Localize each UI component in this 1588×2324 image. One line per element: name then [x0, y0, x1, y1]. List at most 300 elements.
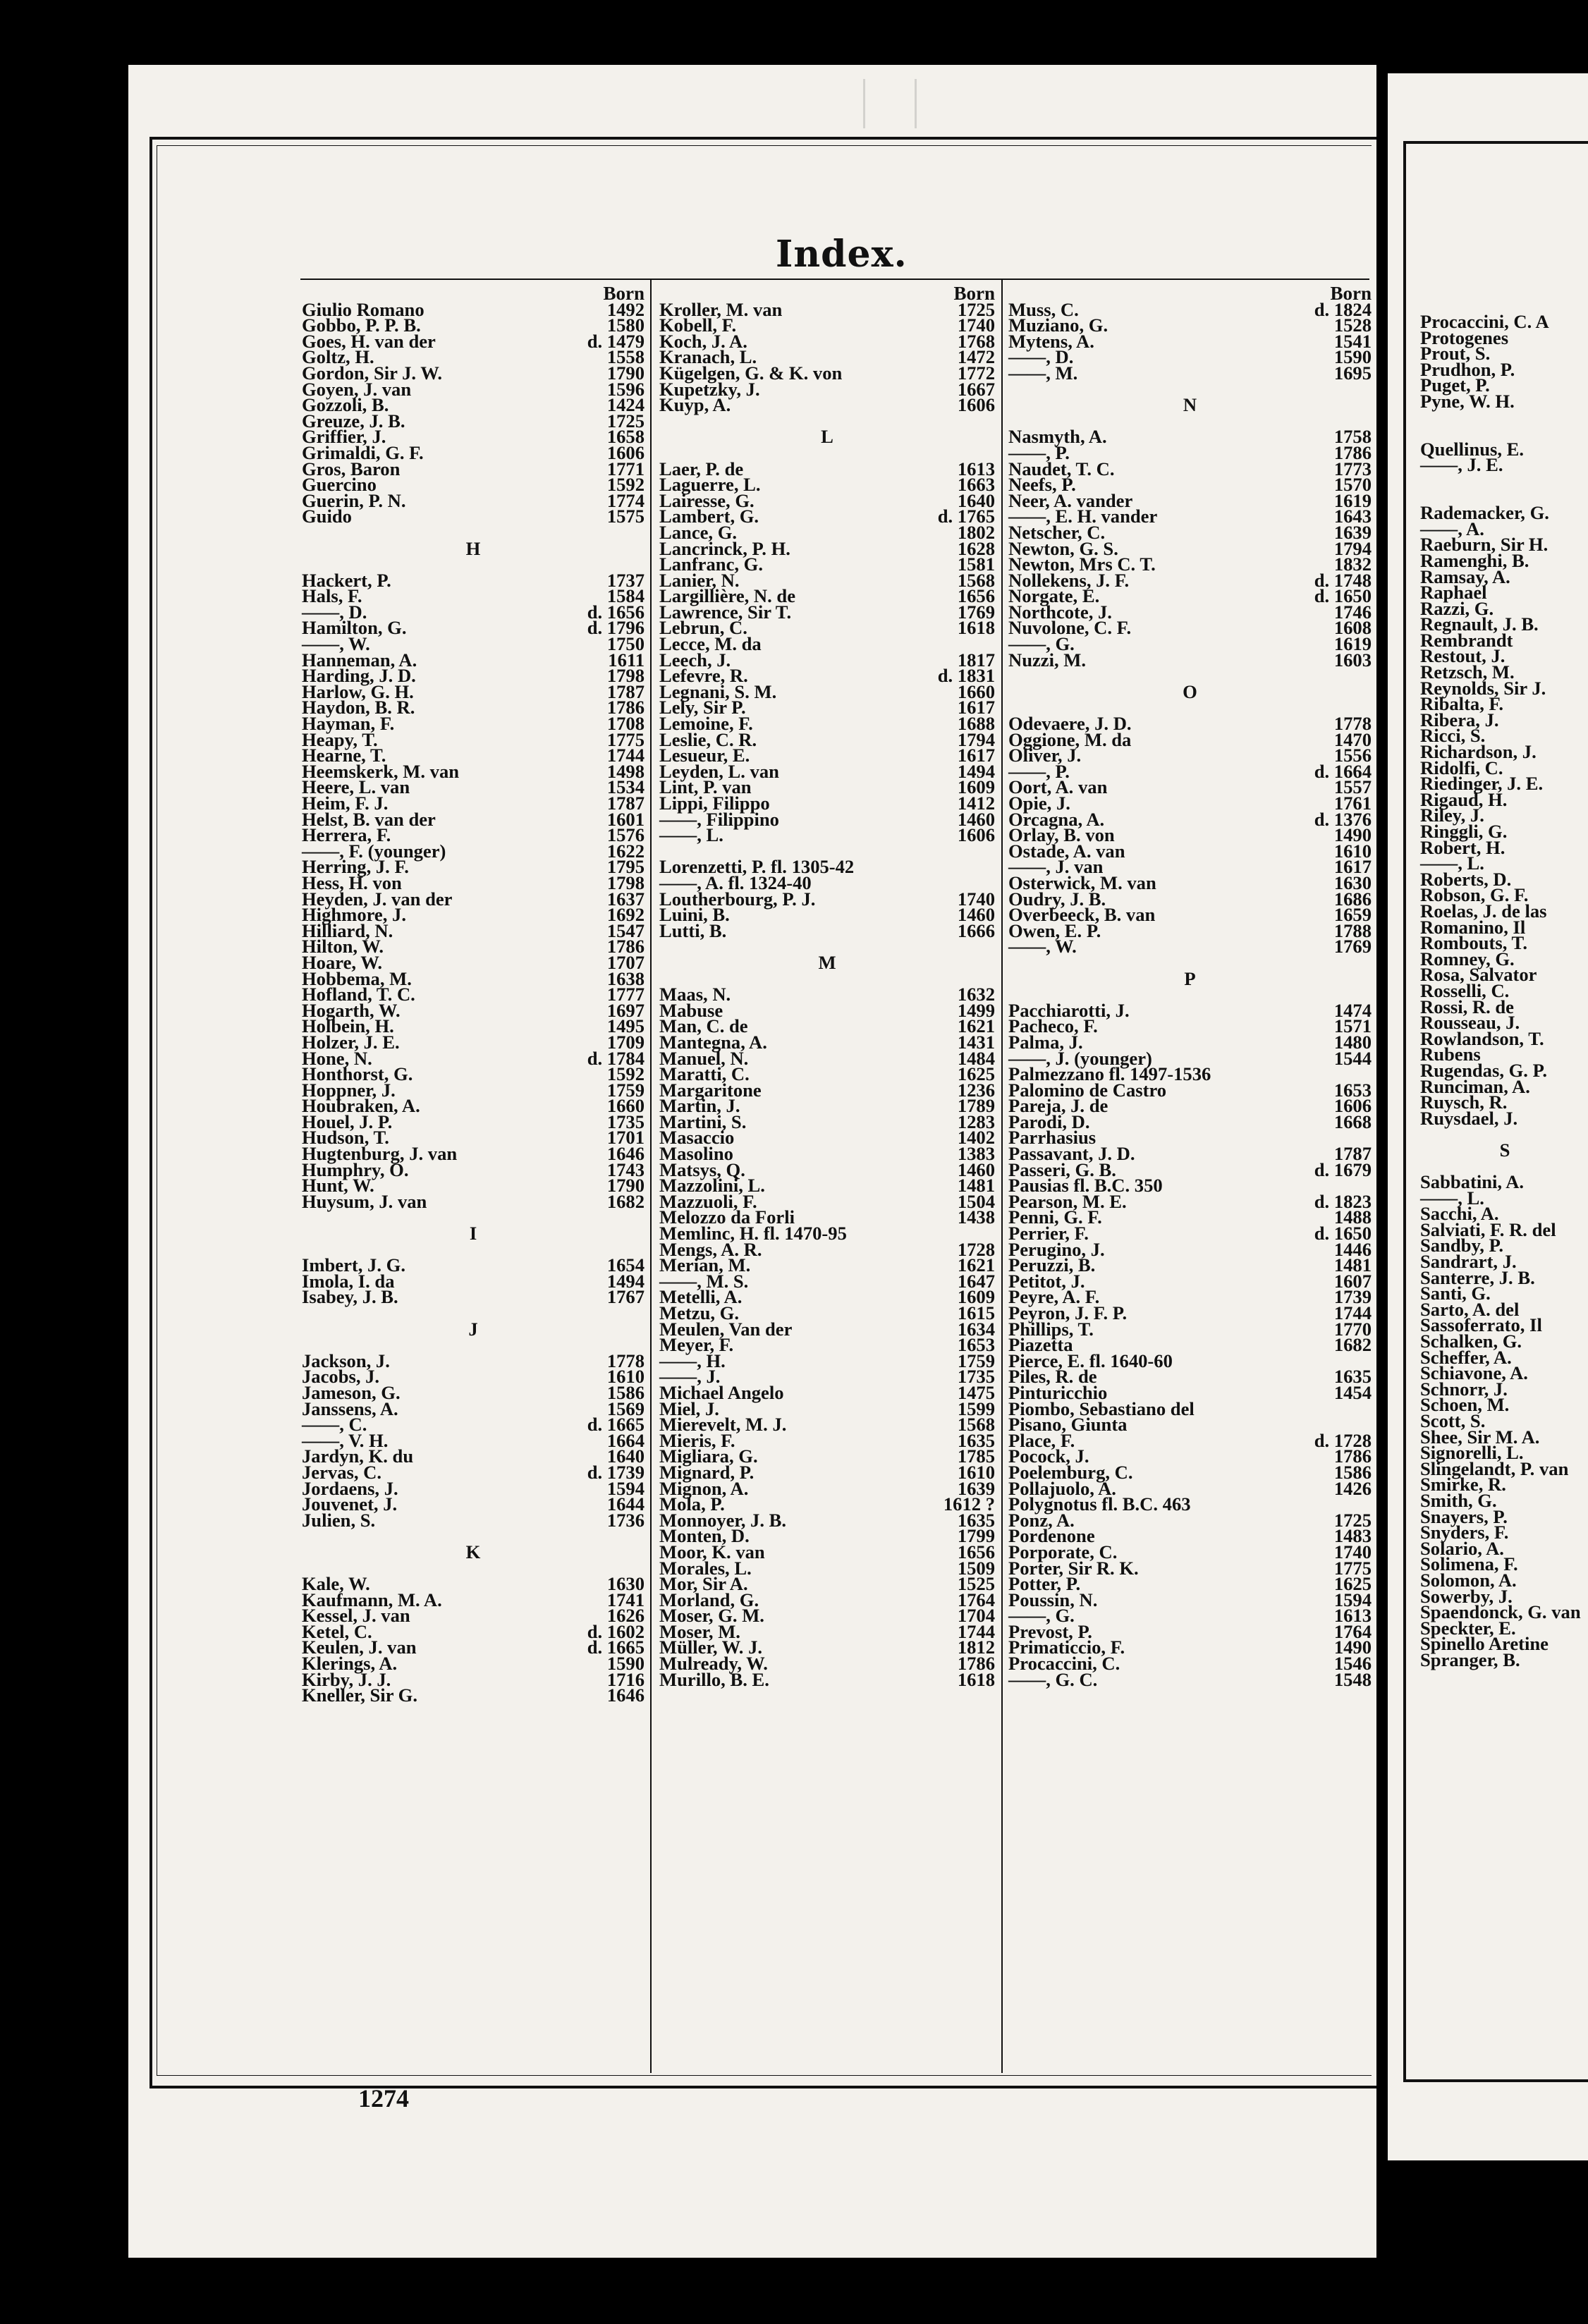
- entry-year: d. 1602: [587, 1620, 645, 1642]
- entry-name: Newton, G. S.: [1008, 537, 1118, 559]
- entry-year: 1786: [1333, 441, 1372, 463]
- entry-year: 1774: [606, 489, 645, 511]
- entry-year: 1764: [957, 1589, 995, 1610]
- entry-name: Owen, E. P.: [1008, 919, 1101, 941]
- entry-name: Loutherbourg, P. J.: [659, 888, 816, 910]
- entry-year: 1758: [1333, 426, 1372, 448]
- entry-name: Lefevre, R.: [659, 665, 748, 687]
- entry-year: 1832: [1333, 554, 1372, 575]
- entry-year: 1608: [1333, 617, 1372, 639]
- entry-name: Poelemburg, C.: [1008, 1461, 1133, 1483]
- entry-year: 1610: [606, 1366, 645, 1388]
- entry-name: Pearson, M. E.: [1008, 1190, 1127, 1212]
- entry-year: 1646: [606, 1684, 645, 1706]
- entry-name: Hoppner, J.: [302, 1079, 396, 1101]
- page-title: Index.: [776, 233, 908, 276]
- entry-name: Parodi, D.: [1008, 1111, 1090, 1132]
- entry-name: Raphael: [1420, 582, 1487, 604]
- entry-name: Grimaldi, G. F.: [302, 441, 424, 463]
- entry-name: Solimena, F.: [1420, 1553, 1518, 1575]
- entry-year: 1746: [1333, 601, 1372, 623]
- entry-name: ——, L.: [659, 824, 723, 846]
- entry-year: 1695: [1333, 362, 1372, 384]
- entry-year: 1495: [606, 1015, 645, 1037]
- section-letter-text: S: [1499, 1139, 1510, 1161]
- entry-year: 1615: [957, 1302, 995, 1323]
- entry-year: d. 1656: [587, 601, 645, 623]
- entry-name: Schalken, G.: [1420, 1331, 1522, 1352]
- entry-year: 1570: [1333, 474, 1372, 496]
- entry-name: Perrier, F.: [1008, 1223, 1089, 1244]
- entry-year: 1474: [1333, 999, 1372, 1021]
- entry-name: Pacheco, F.: [1008, 1015, 1098, 1037]
- entry-year: 1660: [606, 1095, 645, 1117]
- entry-name: Meulen, Van der: [659, 1318, 793, 1340]
- entry-name: Passeri, G. B.: [1008, 1158, 1116, 1180]
- entry-name: Houbraken, A.: [302, 1095, 420, 1117]
- entry-year: 1789: [957, 1095, 995, 1117]
- entry-name: Rossi, R. de: [1420, 996, 1514, 1017]
- entry-year: 1446: [1333, 1238, 1372, 1260]
- entry-year: 1534: [606, 776, 645, 798]
- entry-year: 1707: [606, 951, 645, 973]
- entry-name: Solomon, A.: [1420, 1569, 1517, 1591]
- entry-year: 1431: [957, 1031, 995, 1053]
- entry-name: Mazzolini, L.: [659, 1175, 765, 1197]
- entry-name: Hess, H. von: [302, 872, 402, 893]
- entry-year: 1787: [606, 680, 645, 702]
- entry-name: Schoen, M.: [1420, 1394, 1510, 1416]
- index-entry: [659, 919, 995, 941]
- entry-name: Rembrandt: [1420, 629, 1513, 651]
- entry-name: Rubens: [1420, 1044, 1481, 1065]
- entry-name: Highmore, J.: [302, 904, 406, 926]
- entry-year: 1638: [606, 967, 645, 989]
- entry-name: ——, C.: [302, 1414, 367, 1436]
- entry-year: d. 1824: [1314, 298, 1372, 320]
- column-divider: [650, 279, 652, 2073]
- entry-name: Masolino: [659, 1143, 733, 1165]
- entry-name: Memlinc, H. fl. 1470-95: [659, 1223, 847, 1244]
- entry-year: 1778: [606, 1350, 645, 1371]
- entry-name: Kuyp, A.: [659, 394, 731, 416]
- entry-name: Houel, J. P.: [302, 1111, 393, 1132]
- entry-name: Guercino: [302, 474, 377, 496]
- entry-name: Kupetzky, J.: [659, 378, 760, 400]
- entry-name: Hilton, W.: [302, 936, 384, 958]
- entry-name: Huysum, J. van: [302, 1190, 427, 1212]
- entry-name: Griffier, J.: [302, 426, 386, 448]
- entry-year: 1586: [606, 1381, 645, 1403]
- entry-name: Norgate, E.: [1008, 585, 1100, 607]
- section-letter-text: H: [465, 537, 481, 559]
- entry-name: Shee, Sir M. A.: [1420, 1426, 1540, 1448]
- entry-name: Runciman, A.: [1420, 1075, 1530, 1097]
- section-letter-text: K: [465, 1541, 481, 1562]
- entry-year: 1735: [957, 1366, 995, 1388]
- index-column-2: [659, 283, 995, 1690]
- section-letter-text: I: [469, 1223, 477, 1244]
- born-label: Born: [1330, 283, 1372, 304]
- entry-name: Melozzo da Forli: [659, 1206, 795, 1228]
- entry-name: Ostade, A. van: [1008, 840, 1125, 862]
- entry-year: 1586: [1333, 1461, 1372, 1483]
- section-letter: [1420, 1139, 1588, 1161]
- entry-year: 1630: [606, 1573, 645, 1595]
- entry-year: 1790: [606, 1175, 645, 1197]
- entry-name: Lanfranc, G.: [659, 554, 764, 575]
- entry-year: 1481: [957, 1175, 995, 1197]
- entry-name: Leslie, C. R.: [659, 728, 757, 750]
- section-letter-text: O: [1183, 680, 1197, 702]
- index-entry: [1420, 1107, 1588, 1129]
- entry-name: Harlow, G. H.: [302, 680, 414, 702]
- entry-year: 1571: [1333, 1015, 1372, 1037]
- entry-year: 1612 ?: [943, 1493, 995, 1515]
- entry-year: 1772: [957, 362, 995, 384]
- entry-name: Hofland, T. C.: [302, 984, 415, 1005]
- index-entry: [302, 1286, 645, 1308]
- entry-name: Riedinger, J. E.: [1420, 773, 1544, 795]
- entry-year: 1790: [606, 362, 645, 384]
- entry-name: Jardyn, K. du: [302, 1445, 414, 1467]
- entry-name: Prevost, P.: [1008, 1620, 1092, 1642]
- index-entry: [302, 1190, 645, 1212]
- entry-name: ——, W.: [302, 633, 370, 655]
- entry-name: Ponz, A.: [1008, 1509, 1075, 1531]
- entry-name: Gobbo, P. P. B.: [302, 314, 421, 336]
- entry-name: Gros, Baron: [302, 458, 401, 479]
- entry-name: Procaccini, C.: [1008, 1653, 1120, 1675]
- entry-year: 1613: [957, 458, 995, 479]
- entry-year: 1621: [957, 1015, 995, 1037]
- entry-year: 1795: [606, 856, 645, 878]
- entry-name: Ramsay, A.: [1420, 565, 1510, 587]
- entry-name: Ricci, S.: [1420, 725, 1486, 747]
- entry-year: 1644: [606, 1493, 645, 1515]
- entry-year: d. 1679: [1314, 1158, 1372, 1180]
- entry-name: Martini, S.: [659, 1111, 747, 1132]
- entry-name: Ruysch, R.: [1420, 1091, 1508, 1113]
- index-entry: [659, 824, 995, 846]
- entry-year: 1618: [957, 1668, 995, 1690]
- entry-name: Polygnotus fl. B.C. 463: [1008, 1493, 1191, 1515]
- entry-name: Ringgli, G.: [1420, 821, 1508, 842]
- entry-year: 1771: [606, 458, 645, 479]
- entry-name: Signorelli, L.: [1420, 1442, 1524, 1464]
- entry-year: d. 1376: [1314, 808, 1372, 830]
- entry-name: Oort, A. van: [1008, 776, 1108, 798]
- entry-year: 1635: [957, 1509, 995, 1531]
- entry-year: 1557: [1333, 776, 1372, 798]
- entry-name: Rigaud, H.: [1420, 788, 1508, 810]
- entry-name: Sandby, P.: [1420, 1235, 1504, 1256]
- entry-name: Goltz, H.: [302, 346, 374, 368]
- entry-year: 1663: [957, 474, 995, 496]
- entry-year: 1654: [606, 1254, 645, 1276]
- index-column-3: [1008, 283, 1372, 1690]
- entry-year: 1383: [957, 1143, 995, 1165]
- entry-name: Jameson, G.: [302, 1381, 401, 1403]
- entry-name: Herring, J. F.: [302, 856, 409, 878]
- entry-year: 1656: [957, 585, 995, 607]
- entry-name: Palma, J.: [1008, 1031, 1083, 1053]
- entry-name: ——, L.: [1420, 1187, 1484, 1209]
- entry-name: Greuze, J. B.: [302, 410, 405, 432]
- entry-year: 1424: [606, 394, 645, 416]
- entry-year: 1630: [1333, 872, 1372, 893]
- entry-year: 1544: [1333, 1047, 1372, 1069]
- entry-name: Quellinus, E.: [1420, 438, 1525, 460]
- entry-name: Rowlandson, T.: [1420, 1027, 1544, 1049]
- index-entry: [302, 1509, 645, 1531]
- entry-year: 1786: [606, 697, 645, 718]
- entry-name: Lambert, G.: [659, 506, 759, 527]
- entry-year: 1606: [957, 824, 995, 846]
- entry-name: Herrera, F.: [302, 824, 391, 846]
- entry-year: 1634: [957, 1318, 995, 1340]
- entry-year: 1770: [1333, 1318, 1372, 1340]
- entry-year: 1596: [606, 378, 645, 400]
- entry-name: Imola, I. da: [302, 1270, 395, 1292]
- entry-year: 1492: [606, 298, 645, 320]
- entry-name: Pierce, E. fl. 1640-60: [1008, 1350, 1173, 1371]
- entry-year: 1625: [1333, 1573, 1372, 1595]
- entry-name: ——, G.: [1008, 1605, 1075, 1627]
- entry-name: ——, L.: [1420, 852, 1484, 874]
- entry-name: Mantegna, A.: [659, 1031, 767, 1053]
- entry-year: 1454: [1333, 1381, 1372, 1403]
- entry-year: 1639: [957, 1477, 995, 1499]
- entry-year: 1584: [606, 585, 645, 607]
- entry-name: Spaendonck, G. van: [1420, 1601, 1581, 1623]
- entry-name: Legnani, S. M.: [659, 680, 777, 702]
- entry-name: Leyden, L. van: [659, 760, 779, 782]
- entry-name: Hackert, P.: [302, 569, 391, 591]
- entry-name: Imbert, J. G.: [302, 1254, 405, 1276]
- column-divider: [1001, 279, 1003, 2073]
- entry-name: Merian, M.: [659, 1254, 751, 1276]
- entry-name: Migliara, G.: [659, 1445, 758, 1467]
- entry-name: Ramenghi, B.: [1420, 549, 1529, 571]
- entry-name: ——, A. fl. 1324-40: [659, 872, 812, 893]
- entry-name: Mazzuoli, F.: [659, 1190, 757, 1212]
- entry-name: Nasmyth, A.: [1008, 426, 1107, 448]
- entry-year: 1764: [1333, 1620, 1372, 1642]
- entry-name: Peruzzi, B.: [1008, 1254, 1096, 1276]
- entry-year: d. 1823: [1314, 1190, 1372, 1212]
- entry-year: 1668: [1333, 1111, 1372, 1132]
- entry-year: 1664: [606, 1429, 645, 1451]
- entry-name: Julien, S.: [302, 1509, 376, 1531]
- entry-year: 1481: [1333, 1254, 1372, 1276]
- entry-year: 1494: [606, 1270, 645, 1292]
- entry-year: 1548: [1333, 1668, 1372, 1690]
- entry-year: 1769: [957, 601, 995, 623]
- entry-year: 1568: [957, 1414, 995, 1436]
- entry-name: Guido: [302, 506, 352, 527]
- entry-year: 1488: [1333, 1206, 1372, 1228]
- entry-year: 1480: [1333, 1031, 1372, 1053]
- entry-year: 1737: [606, 569, 645, 591]
- entry-name: Regnault, J. B.: [1420, 613, 1539, 635]
- entry-year: 1509: [957, 1557, 995, 1579]
- entry-name: Mengs, A. R.: [659, 1238, 762, 1260]
- entry-name: Laer, P. de: [659, 458, 744, 479]
- entry-name: Holbein, H.: [302, 1015, 394, 1037]
- entry-name: ——, V. H.: [302, 1429, 389, 1451]
- entry-year: 1592: [606, 1063, 645, 1085]
- entry-name: Palomino de Castro: [1008, 1079, 1167, 1101]
- entry-name: Procaccini, C. A: [1420, 311, 1549, 332]
- entry-name: Neefs, P.: [1008, 474, 1076, 496]
- entry-year: 1794: [957, 728, 995, 750]
- index-entry: [1420, 473, 1588, 489]
- entry-name: Rosa, Salvator: [1420, 964, 1537, 986]
- entry-name: Goyen, J. van: [302, 378, 412, 400]
- entry-name: Guerin, P. N.: [302, 489, 406, 511]
- entry-name: Roberts, D.: [1420, 868, 1512, 890]
- entry-name: Rademacker, G.: [1420, 502, 1549, 524]
- entry-name: Moser, G. M.: [659, 1605, 764, 1627]
- entry-name: Retzsch, M.: [1420, 661, 1515, 683]
- entry-year: 1635: [957, 1429, 995, 1451]
- section-letter: [1008, 967, 1372, 989]
- entry-year: 1625: [957, 1063, 995, 1085]
- entry-name: Klerings, A.: [302, 1653, 398, 1675]
- title-rule: [300, 279, 1369, 280]
- entry-name: Hearne, T.: [302, 745, 386, 766]
- entry-name: Ridolfi, C.: [1420, 757, 1503, 778]
- index-entry: [1008, 362, 1372, 384]
- section-letter: [1008, 394, 1372, 416]
- entry-year: 1725: [1333, 1509, 1372, 1531]
- entry-name: Lint, P. van: [659, 776, 752, 798]
- entry-name: Meyer, F.: [659, 1334, 734, 1356]
- entry-name: Piles, R. de: [1008, 1366, 1097, 1388]
- entry-year: 1607: [1333, 1270, 1372, 1292]
- entry-name: Smith, G.: [1420, 1489, 1497, 1511]
- entry-name: Osterwick, M. van: [1008, 872, 1156, 893]
- entry-year: 1472: [957, 346, 995, 368]
- entry-name: Pausias fl. B.C. 350: [1008, 1175, 1163, 1197]
- entry-name: Mignard, P.: [659, 1461, 755, 1483]
- entry-name: Hilliard, N.: [302, 919, 393, 941]
- born-label: Born: [603, 283, 645, 304]
- entry-name: Kirby, J. J.: [302, 1668, 391, 1690]
- entry-year: 1626: [606, 1605, 645, 1627]
- entry-name: ——, M.: [1008, 362, 1078, 384]
- entry-name: Peyron, J. F. P.: [1008, 1302, 1128, 1323]
- entry-year: 1606: [957, 394, 995, 416]
- entry-name: Lorenzetti, P. fl. 1305-42: [659, 856, 855, 878]
- entry-year: 1735: [606, 1111, 645, 1132]
- section-letter: [302, 1318, 645, 1340]
- entry-name: ——, J. E.: [1420, 454, 1503, 476]
- section-letter-text: L: [821, 426, 833, 448]
- entry-year: 1609: [957, 776, 995, 798]
- entry-name: Mor, Sir A.: [659, 1573, 748, 1595]
- entry-name: Ketel, C.: [302, 1620, 372, 1642]
- entry-year: 1786: [606, 936, 645, 958]
- entry-year: 1547: [606, 919, 645, 941]
- entry-name: Pinturicchio: [1008, 1381, 1108, 1403]
- entry-year: 1740: [957, 314, 995, 336]
- entry-year: 1618: [957, 617, 995, 639]
- entry-name: Razzi, G.: [1420, 597, 1494, 619]
- entry-name: Scheffer, A.: [1420, 1346, 1512, 1368]
- entry-name: Helst, B. van der: [302, 808, 436, 830]
- entry-name: Rosselli, C.: [1420, 979, 1510, 1001]
- entry-year: 1504: [957, 1190, 995, 1212]
- entry-name: ——, P.: [1008, 760, 1070, 782]
- entry-name: ——, H.: [659, 1350, 726, 1371]
- entry-year: 1438: [957, 1206, 995, 1228]
- entry-name: Largillière, N. de: [659, 585, 796, 607]
- index-entry: [1420, 390, 1588, 412]
- entry-name: Roelas, J. de las: [1420, 900, 1547, 922]
- index-entry: [1008, 936, 1372, 958]
- index-entry: [302, 1684, 645, 1706]
- entry-name: Humphry, O.: [302, 1158, 409, 1180]
- entry-year: d. 1665: [587, 1414, 645, 1436]
- entry-name: Lanier, N.: [659, 569, 740, 591]
- entry-name: Murillo, B. E.: [659, 1668, 769, 1690]
- entry-name: Jervas, C.: [302, 1461, 381, 1483]
- entry-year: 1546: [1333, 1653, 1372, 1675]
- entry-name: Lesueur, E.: [659, 745, 750, 766]
- section-letter-text: J: [468, 1318, 478, 1340]
- entry-year: 1581: [957, 554, 995, 575]
- entry-name: Hudson, T.: [302, 1127, 389, 1149]
- entry-name: Nuvolone, C. F.: [1008, 617, 1132, 639]
- entry-year: 1606: [606, 441, 645, 463]
- entry-year: 1556: [1333, 745, 1372, 766]
- entry-year: 1725: [606, 410, 645, 432]
- entry-year: 1653: [1333, 1079, 1372, 1101]
- index-entry: [1008, 1668, 1372, 1690]
- entry-name: Muss, C.: [1008, 298, 1079, 320]
- entry-year: d. 1796: [587, 617, 645, 639]
- entry-name: Jacobs, J.: [302, 1366, 380, 1388]
- entry-name: Metzu, G.: [659, 1302, 739, 1323]
- entry-name: Sassoferrato, Il: [1420, 1314, 1542, 1336]
- entry-name: Richardson, J.: [1420, 741, 1537, 763]
- entry-name: Mignon, A.: [659, 1477, 749, 1499]
- entry-name: Nuzzi, M.: [1008, 649, 1087, 671]
- entry-year: 1640: [957, 489, 995, 511]
- entry-year: 1622: [606, 840, 645, 862]
- entry-name: Lawrence, Sir T.: [659, 601, 792, 623]
- entry-year: 1283: [957, 1111, 995, 1132]
- entry-name: Prudhon, P.: [1420, 358, 1515, 380]
- entry-year: 1798: [606, 872, 645, 893]
- entry-name: Parrhasius: [1008, 1127, 1097, 1149]
- entry-name: Jordaens, J.: [302, 1477, 398, 1499]
- entry-name: Orlay, B. von: [1008, 824, 1115, 846]
- entry-year: 1708: [606, 713, 645, 735]
- entry-name: Netscher, C.: [1008, 521, 1106, 543]
- entry-name: Puget, P.: [1420, 374, 1490, 396]
- entry-name: Sacchi, A.: [1420, 1203, 1499, 1225]
- entry-name: Kale, W.: [302, 1573, 370, 1595]
- entry-name: Overbeeck, B. van: [1008, 904, 1156, 926]
- entry-year: 1426: [1333, 1477, 1372, 1499]
- entry-name: ——, E. H. vander: [1008, 506, 1158, 527]
- entry-year: 1617: [957, 697, 995, 718]
- entry-name: Morales, L.: [659, 1557, 752, 1579]
- entry-name: Passavant, J. D.: [1008, 1143, 1135, 1165]
